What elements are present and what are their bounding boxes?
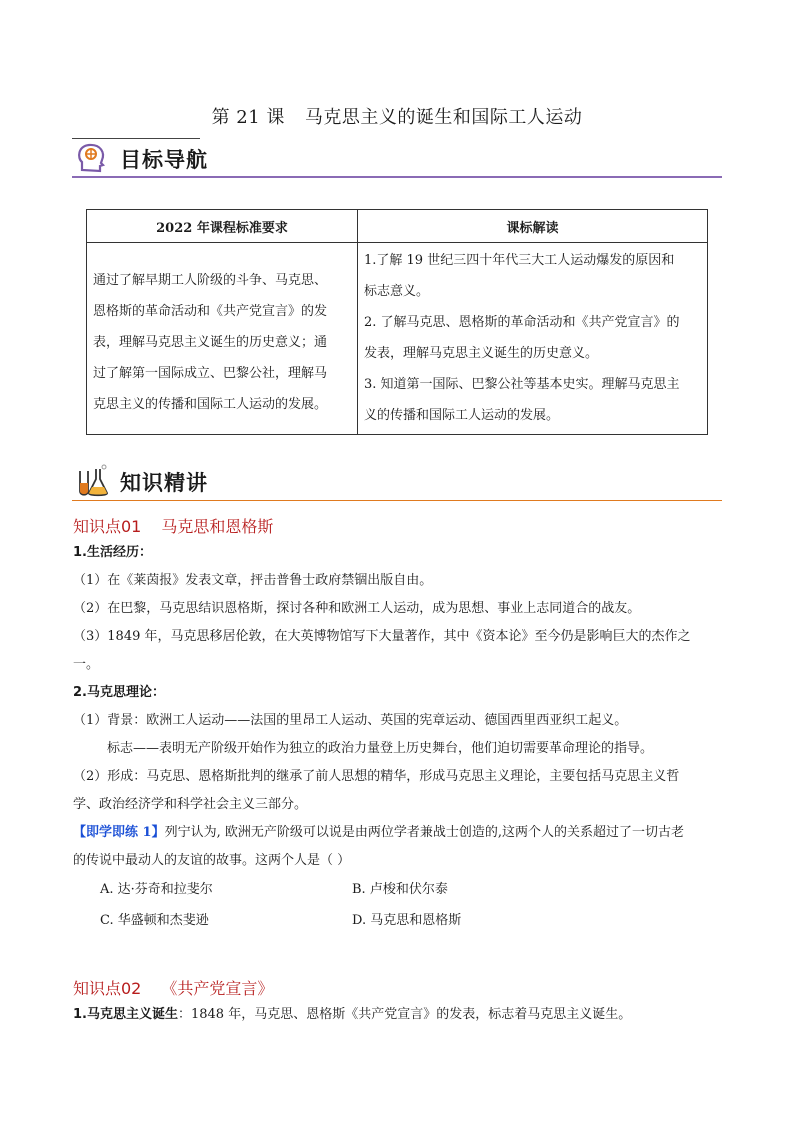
brain-head-icon bbox=[74, 140, 110, 176]
table-line: 标志意义。 bbox=[364, 284, 430, 299]
table-line: 1.了解 19 世纪三四十年代三大工人运动爆发的原因和 bbox=[364, 253, 675, 268]
subheading: 2.马克思理论： bbox=[73, 685, 165, 700]
table-line: 通过了解早期工人阶级的斗争、马克思、 bbox=[93, 273, 328, 288]
orange-divider bbox=[72, 500, 722, 502]
standard-requirements-cell bbox=[87, 243, 358, 435]
lab-flask-icon bbox=[74, 463, 110, 499]
knowledge-point-1-body bbox=[73, 539, 723, 875]
paragraph-line: （1）在《莱茵报》发表文章，抨击普鲁士政府禁锢出版自由。 bbox=[73, 573, 433, 588]
table-line: 恩格斯的革命活动和《共产党宣言》的发 bbox=[93, 304, 328, 319]
answer-option-a[interactable]: A. 达·芬奇和拉斐尔 bbox=[100, 882, 213, 897]
table-header: 2022 年课程标准要求 bbox=[87, 210, 358, 243]
table-header: 课标解读 bbox=[358, 210, 708, 243]
knowledge-point-number: 知识点02 bbox=[73, 979, 142, 998]
paragraph-line: （2）形成：马克思、恩格斯批判的继承了前人思想的精华，形成马克思主义理论，主要包括马克思主义哲 bbox=[73, 769, 680, 784]
knowledge-point-name: 马克思和恩格斯 bbox=[161, 517, 274, 536]
lesson-topic: 马克思主义的诞生和国际工人运动 bbox=[304, 107, 583, 128]
lesson-number: 第 21 课 bbox=[211, 107, 285, 128]
purple-divider bbox=[72, 176, 722, 178]
subheading: 1.马克思主义诞生 bbox=[73, 1007, 178, 1022]
knowledge-point-2-title bbox=[73, 976, 273, 999]
table-line: 义的传播和国际工人运动的发展。 bbox=[364, 408, 560, 423]
paragraph-line: 学、政治经济学和科学社会主义三部分。 bbox=[73, 797, 308, 812]
paragraph-line: （3）1849 年，马克思移居伦敦，在大英博物馆写下大量著作，其中《资本论》至今仍是影响巨大的杰作之 bbox=[73, 629, 691, 644]
goal-section-label: 目标导航 bbox=[120, 148, 208, 172]
subheading: 1.生活经历： bbox=[73, 545, 152, 560]
paragraph-line: 标志——表明无产阶级开始作为独立的政治力量登上历史舞台，他们迫切需要革命理论的指导。 bbox=[107, 741, 654, 756]
title-underline bbox=[72, 138, 200, 139]
table-line: 发表，理解马克思主义诞生的历史意义。 bbox=[364, 346, 599, 361]
paragraph-line: 一。 bbox=[73, 657, 100, 672]
paragraph-line: ：1848 年，马克思、恩格斯《共产党宣言》的发表，标志着马克思主义诞生。 bbox=[177, 1007, 632, 1022]
table-line: 2. 了解马克思、恩格斯的革命活动和《共产党宣言》的 bbox=[364, 315, 680, 330]
knowledge-point-name: 《共产党宣言》 bbox=[161, 979, 274, 998]
paragraph-line: （1）背景：欧洲工人运动——法国的里昂工人运动、英国的宪章运动、德国西里西亚织工起义。 bbox=[73, 713, 628, 728]
exercise-question bbox=[73, 819, 723, 847]
curriculum-table bbox=[86, 209, 708, 435]
knowledge-point-2-body bbox=[73, 1001, 723, 1029]
table-line: 克思主义的传播和国际工人运动的发展。 bbox=[93, 397, 328, 412]
knowledge-section-label: 知识精讲 bbox=[120, 471, 208, 495]
exercise-tag: 【即学即练 1】 bbox=[73, 825, 165, 840]
knowledge-section-header bbox=[72, 461, 722, 501]
answer-option-b[interactable]: B. 卢梭和伏尔泰 bbox=[352, 882, 448, 897]
knowledge-point-number: 知识点01 bbox=[73, 517, 142, 536]
answer-option-d[interactable]: D. 马克思和恩格斯 bbox=[352, 913, 462, 928]
table-line: 3. 知道第一国际、巴黎公社等基本史实。理解马克思主 bbox=[364, 377, 680, 392]
table-header-row bbox=[87, 210, 708, 243]
knowledge-point-1-title bbox=[73, 514, 273, 537]
standard-interpretation-cell bbox=[358, 243, 708, 435]
goal-section-header bbox=[72, 138, 722, 178]
table-line: 表，理解马克思主义诞生的历史意义；通 bbox=[93, 335, 328, 350]
exercise-text: 的传说中最动人的友谊的故事。这两个人是（ ） bbox=[73, 853, 351, 868]
paragraph-line: （2）在巴黎，马克思结识恩格斯，探讨各种和欧洲工人运动，成为思想、事业上志同道合的战友。 bbox=[73, 601, 641, 616]
table-row bbox=[87, 243, 708, 435]
page-title bbox=[0, 103, 794, 129]
exercise-text: 列宁认为, 欧洲无产阶级可以说是由两位学者兼战士创造的,这两个人的关系超过了一切古老 bbox=[164, 825, 684, 840]
table-line: 过了解第一国际成立、巴黎公社，理解马 bbox=[93, 366, 328, 381]
answer-option-c[interactable]: C. 华盛顿和杰斐逊 bbox=[100, 913, 209, 928]
